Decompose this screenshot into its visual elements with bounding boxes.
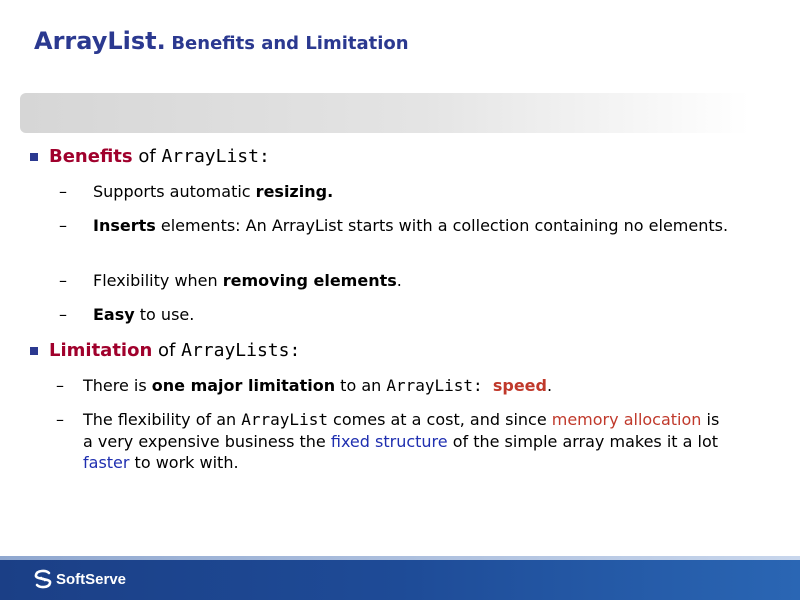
benefit-bold: Easy <box>93 305 135 324</box>
dash-icon: – <box>56 410 64 429</box>
limitation-text: is a very expensive business the <box>83 410 720 451</box>
slide-title <box>34 27 409 55</box>
limitation-item <box>56 375 743 397</box>
limitation-of: of <box>158 340 176 361</box>
limitation-code-inline: ArrayList: <box>386 376 483 395</box>
limitation-speed: speed <box>492 376 547 395</box>
limitation-code-inline: ArrayList <box>241 410 328 429</box>
highlight-fixed-structure: fixed structure <box>330 431 448 451</box>
softserve-logo <box>32 569 126 589</box>
slide-title-main: ArrayList. <box>34 27 166 55</box>
footer-brand: SoftServe <box>56 570 127 588</box>
limitation-text: There is <box>83 376 152 395</box>
limitation-text: to an <box>335 376 387 395</box>
benefit-text: Supports automatic <box>93 182 256 201</box>
dash-icon: – <box>59 216 67 235</box>
limitation-text: . <box>546 376 553 395</box>
limitation-heading <box>49 340 300 362</box>
dash-icon: – <box>59 271 67 290</box>
benefit-text: . <box>396 271 402 290</box>
benefit-item <box>59 304 753 326</box>
benefit-text: Flexibility when <box>93 271 223 290</box>
limitation-bold: one major limitation <box>151 376 336 395</box>
limitation-text: to work with. <box>129 453 239 472</box>
limitation-text: of the simple array makes it a lot <box>447 431 719 451</box>
bullet-square-icon <box>30 153 38 161</box>
benefit-bold: removing elements <box>222 271 397 290</box>
limitation-label: Limitation <box>49 340 153 361</box>
benefit-item <box>59 270 753 292</box>
benefit-item <box>59 215 753 237</box>
highlight-memory-allocation: memory allocation <box>551 410 702 429</box>
footer-bar <box>0 556 800 600</box>
benefit-bold: Inserts <box>93 216 156 235</box>
highlight-faster: faster <box>83 453 130 472</box>
dash-icon: – <box>59 182 67 201</box>
benefit-text: elements: An ArrayList starts with a collection containing no elements. <box>155 216 729 235</box>
footer-edge <box>0 556 800 560</box>
bullet-square-icon <box>30 347 38 355</box>
limitation-code: ArrayLists: <box>181 340 301 361</box>
benefits-heading <box>49 146 270 168</box>
limitation-text: The flexibility of an <box>83 410 242 429</box>
title-band <box>20 93 750 133</box>
benefit-bold: resizing. <box>255 182 334 201</box>
limitation-text: comes at a cost, and since <box>327 410 552 429</box>
benefit-item <box>59 181 753 203</box>
benefits-of: of <box>138 146 156 167</box>
limitation-item <box>56 409 733 474</box>
benefits-label: Benefits <box>49 146 133 167</box>
dash-icon: – <box>56 376 64 395</box>
softserve-logo-icon <box>32 568 54 590</box>
benefits-code: ArrayList: <box>161 146 270 167</box>
dash-icon: – <box>59 305 67 324</box>
benefit-text: to use. <box>134 305 195 324</box>
slide-title-sub: Benefits and Limitation <box>171 33 409 54</box>
